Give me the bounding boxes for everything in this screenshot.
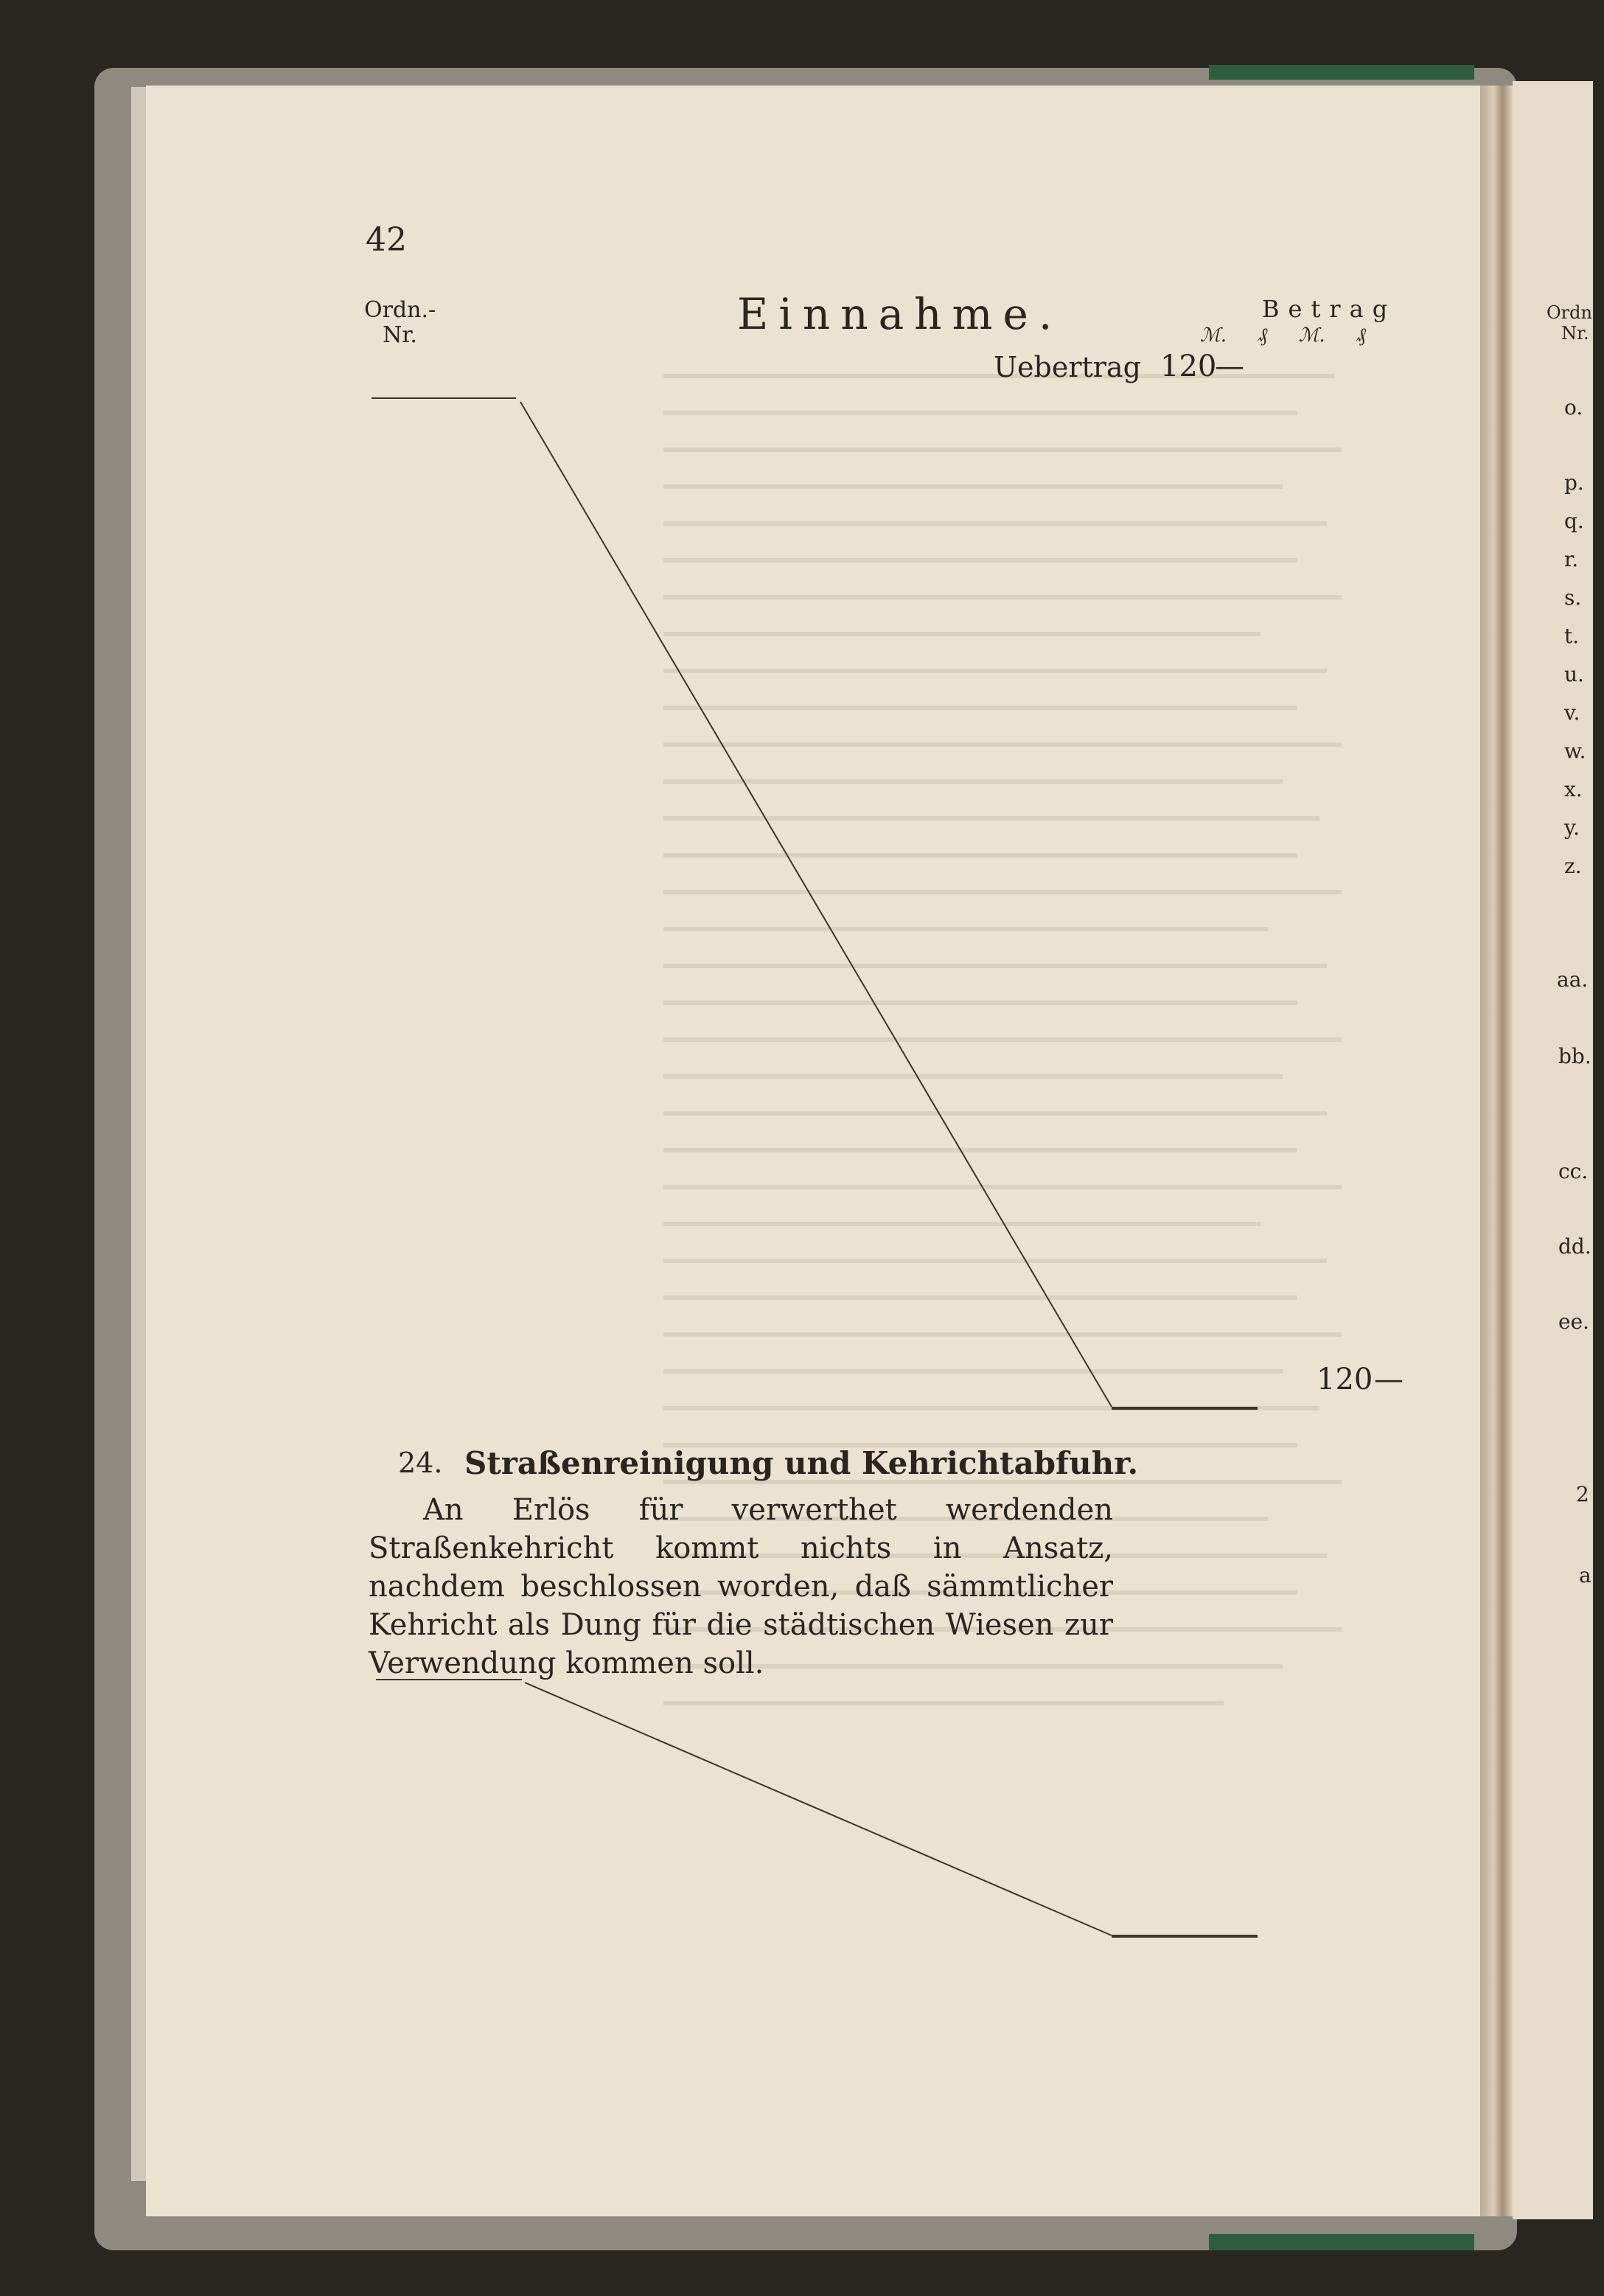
section-number: 24. [398,1447,443,1479]
next-page-edge [1513,81,1604,2219]
next-marker: bb. [1558,1044,1591,1068]
section-body-text: An Erlös für verwerthet werdenden Straßenkehricht kommt nichts in Ansatz, nachdem beschlossen worden, daß sämmtlicher Kehricht als Dung für die städtischen Wiesen zur Verwendung kommen soll. [369,1493,1113,1680]
ordinal-header-line-2: Nr. [383,322,417,348]
page-title: Einnahme. [737,289,1063,339]
next-marker: w. [1564,739,1586,763]
currency-unit-labels: ℳ. ₰ ℳ. ₰ [1200,324,1366,347]
next-header-line-2: Nr. [1561,323,1589,344]
next-page-column-header [1547,302,1604,344]
carry-forward-label: Uebertrag [994,351,1141,383]
page-number: 42 [366,221,407,259]
next-marker: u. [1564,662,1584,686]
next-marker: a [1579,1563,1591,1587]
next-marker: 2 [1576,1482,1589,1506]
ordinal-column-header [364,298,436,348]
carry-forward-value: 120 [1160,349,1217,383]
section-total-dash: — [1374,1363,1404,1396]
strike-diagonal-top [520,402,1112,1407]
next-marker: p. [1564,470,1584,495]
strike-diagonal-bottom [525,1683,1112,1935]
ordinal-header-line-1: Ordn.- [364,297,436,323]
amount-column-header: Betrag [1262,295,1397,323]
next-marker: ee. [1558,1309,1590,1334]
next-marker: z. [1564,854,1582,878]
section-total-value: 120 [1317,1363,1373,1396]
next-marker: x. [1564,777,1583,801]
next-marker: dd. [1558,1234,1591,1259]
next-marker: r. [1564,547,1579,571]
next-header-line-1: Ordn.- [1547,302,1604,323]
next-marker: aa. [1557,967,1589,992]
next-marker: v. [1564,700,1580,725]
next-marker: s. [1564,585,1582,610]
next-marker: cc. [1558,1159,1589,1183]
next-marker: q. [1564,509,1584,533]
section-title: Straßenreinigung und Kehrichtabfuhr. [464,1445,1139,1481]
next-marker: y. [1564,815,1580,840]
next-marker: t. [1564,624,1580,648]
carry-forward-dash: — [1215,349,1244,383]
next-marker: o. [1564,395,1583,420]
